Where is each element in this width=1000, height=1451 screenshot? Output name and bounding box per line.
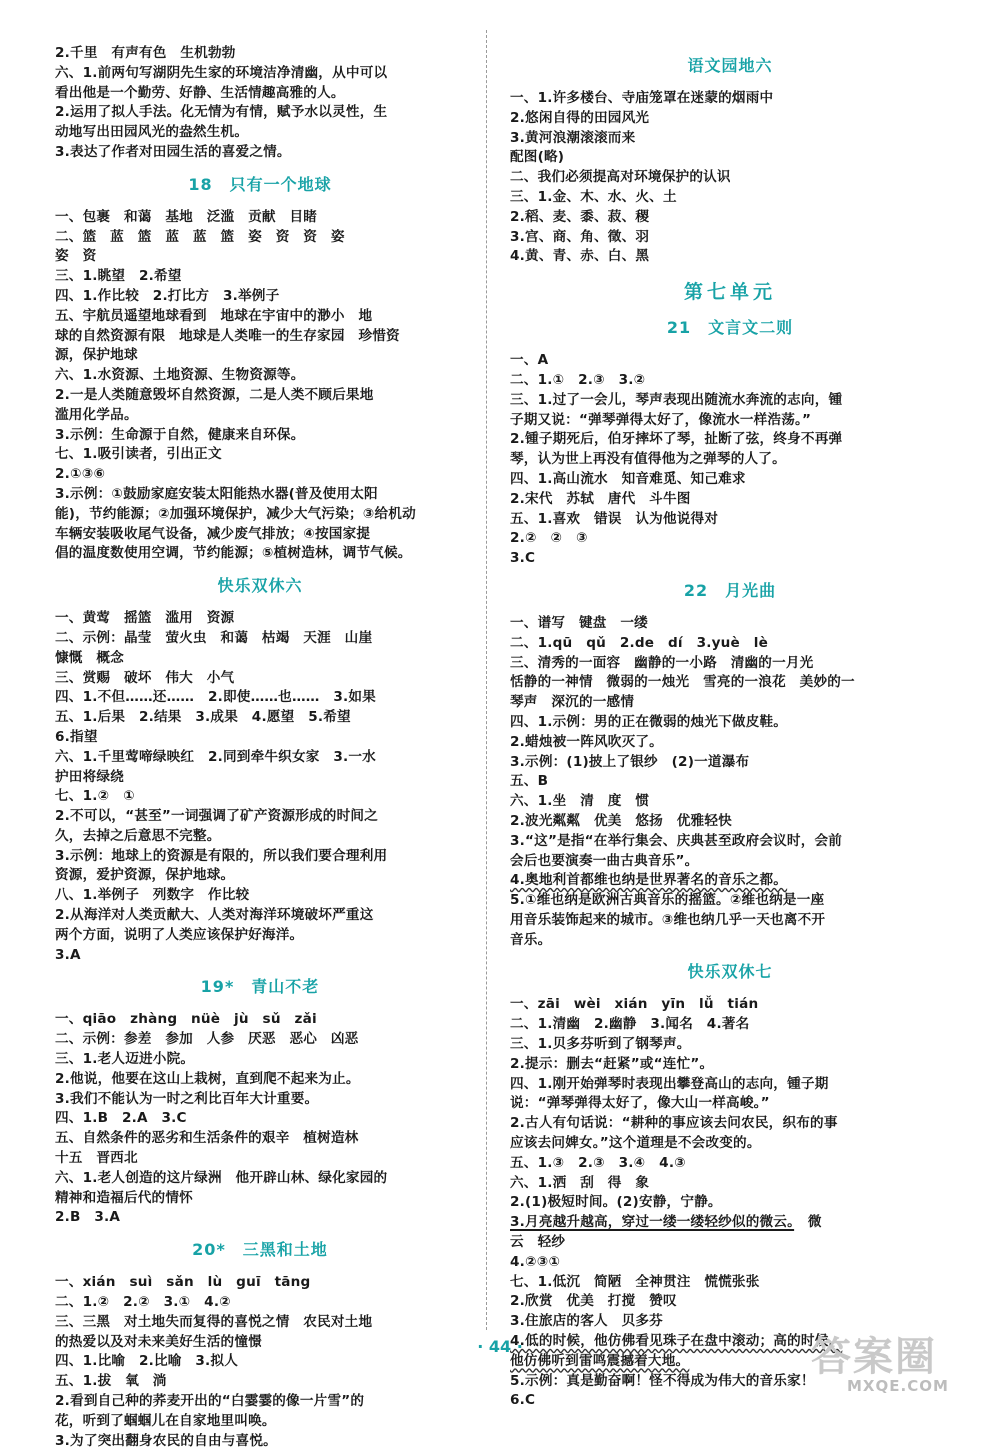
answer-line: 四、1.示例：男的正在微弱的烛光下做皮鞋。 [510,713,788,730]
column-divider [486,30,487,1330]
answer-line: 3.示例：地球上的资源是有限的，所以我们要合理利用 [55,847,388,864]
answer-line: 八、1.举例子 列数字 作比较 [55,887,250,904]
section-heading: 21 文言文二则 [666,318,794,338]
answer-line: 一、黄莺 摇篮 滥用 资源 [55,610,235,627]
answer-line: 五、1.拔 氧 淌 [55,1373,167,1390]
answer-line: 两个方面，说明了人类应该保护好海洋。 [55,926,304,943]
answer-line: 二、1.② 2.② 3.① 4.② [55,1294,231,1311]
answer-line: 2.看到自己种的荞麦开出的“白霎霎的像一片雪”的 [55,1393,365,1410]
answer-line: 3.示例：生命源于自然，健康来自环保。 [55,426,305,443]
answer-line: 2.悠闲自得的田园风光 [510,109,650,126]
answer-line: 3.“这”是指“在举行集会、庆典甚至政府会议时，会前 [510,832,843,849]
answer-line: 五、自然条件的恶劣和生活条件的艰辛 植树造林 [55,1130,359,1147]
answer-line: 三、三黑 对土地失而复得的喜悦之情 农民对土地 [55,1313,373,1330]
answer-line: 5.①维也纳是欧洲古典音乐的摇篮。②维也纳是一座 [510,892,825,909]
section-heading: 语文园地六 [687,56,773,75]
answer-line: 一、zāi wèi xián yīn lǚ tián [510,996,759,1013]
answer-line: 2.提示：删去“赶紧”或“连忙”。 [510,1055,714,1072]
answer-line: 琴声 深沉的一感情 [510,694,635,711]
answer-line: 五、B [510,773,549,790]
answer-line: 四、1.比喻 2.比喻 3.拟人 [55,1353,239,1370]
answer-line: 十五 晋西北 [55,1150,138,1167]
page-number: · 44 · [477,1337,523,1356]
answer-line: 四、1.不但……还…… 2.即使……也…… 3.如果 [55,689,376,706]
answer-line: 2.从海洋对人类贡献大、人类对海洋环境破坏严重这 [55,907,374,924]
underlined-answer-line: 他仿佛听到雷鸣震撼着大地。 [510,1352,690,1369]
answer-line: 配图(略) [510,149,565,166]
answer-line: 花，听到了蝈蝈儿在自家地里叫唤。 [55,1412,276,1429]
left-column [55,44,465,1451]
answer-line: 3.示例：(1)披上了银纱 (2)一道瀑布 [510,753,750,770]
answer-line: 五、1.喜欢 错误 认为他说得对 [510,510,719,527]
answer-line: 一、包裹 和蔼 基地 泛滥 贡献 目睹 [55,208,318,225]
watermark-mark: 答案圈 [811,1334,937,1380]
answer-line: 3.我们不能认为一时之利比百年大计重要。 [55,1090,319,1107]
answer-line: 三、赏赐 破坏 伟大 小气 [55,669,235,686]
answer-line: 三、1.贝多芬听到了钢琴声。 [510,1036,691,1053]
answer-line: 七、1.低沉 简陋 全神贯注 慌慌张张 [510,1273,760,1290]
underlined-answer-line: 4.奥地利首都维也纳是世界著名的音乐之都。 [510,872,788,889]
answer-line: 滥用化学品。 [55,406,138,423]
answer-line: 3.A [55,946,81,963]
answer-line: 三、1.金、木、水、火、土 [510,188,677,205]
answer-line: 6.C [510,1392,536,1409]
answer-line: 能)，节约能源；②加强环境保护，减少大气污染；③给机动 [55,505,416,522]
answer-line: 2.欣赏 优美 打搅 赞叹 [510,1293,677,1310]
underlined-answer: 3.月亮越升越高，穿过一缕一缕轻纱似的微云。 [510,1214,795,1231]
answer-line: 三、清秀的一面容 幽静的一小路 清幽的一月光 [510,654,814,671]
answer-line: 五、1.③ 2.③ 3.④ 4.③ [510,1154,686,1171]
answer-line: 一、A [510,352,549,369]
answer-line: 六、1.千里莺啼绿映红 2.同到牵牛织女家 3.一水 [55,748,376,765]
answer-line: 一、qiāo zhàng nüè jù sǔ zǎi [55,1011,317,1028]
answer-line: 2.不可以，“甚至”一词强调了矿产资源形成的时间之 [55,808,378,825]
answer-line: 2.运用了拟人手法。化无情为有情，赋予水以灵性，生 [55,104,388,121]
answer-text: 微 [794,1214,822,1231]
answer-line: 3.住旅店的客人 贝多芬 [510,1313,663,1330]
answer-line: 四、1.刚开始弹琴时表现出攀登高山的志向，锺子期 [510,1075,829,1092]
answer-line: 看出他是一个勤劳、好静、生活情趣高雅的人。 [55,84,345,101]
answer-line: 2.B 3.A [55,1209,121,1226]
answer-line: 六、1.洒 刮 得 象 [510,1174,650,1191]
answer-line: 5.示例：真是勤奋啊！怪不得成为伟大的音乐家！ [510,1372,815,1389]
answer-line: 姿 资 [55,248,97,265]
answer-line: 二、示例：参差 参加 人参 厌恶 恶心 凶恶 [55,1031,359,1048]
answer-line: 源，保护地球 [55,347,138,364]
section-heading: 20* 三黑和土地 [192,1240,328,1260]
answer-line: 3.表达了作者对田园生活的喜爱之情。 [55,143,291,160]
watermark-site: MXQE.COM [847,1377,949,1395]
answer-line: 车辆安装吸收尾气设备，减少废气排放；④按国家提 [55,525,371,542]
answer-line: 二、我们必须提高对环境保护的认识 [510,169,731,186]
answer-line: 4.②③① [510,1253,561,1270]
answer-line: 四、1.高山流水 知音难觅、知己难求 [510,470,746,487]
answer-line: 三、1.老人迈进小院。 [55,1051,195,1068]
answer-line: 六、1.水资源、土地资源、生物资源等。 [55,367,305,384]
answer-line: 用音乐装饰起来的城市。③维也纳几乎一天也离不开 [510,911,826,928]
answer-line: 一、谱写 键盘 一缕 [510,614,648,631]
answer-line: 3.黄河浪潮滚滚而来 [510,129,636,146]
answer-line: 四、1.作比较 2.打比方 3.举例子 [55,287,280,304]
answer-line: 3.示例：①鼓励家庭安装太阳能热水器(普及使用太阳 [55,485,378,502]
answer-line: 二、1.① 2.③ 3.② [510,371,646,388]
answer-line: 二、1.qū qǔ 2.de dí 3.yuè lè [510,634,769,651]
answer-line: 4.黄、青、赤、白、黑 [510,248,650,265]
section-heading: 快乐双休七 [687,962,773,982]
answer-line: 子期又说：“弹琴弹得太好了，像流水一样浩荡。” [510,411,812,428]
answer-line: 2.波光粼粼 优美 悠扬 优雅轻快 [510,812,732,829]
answer-line: 动地写出田园风光的盎然生机。 [55,124,249,141]
answer-line: 资源，爱护资源，保护地球。 [55,867,235,884]
answer-line: 四、1.B 2.A 3.C [55,1110,187,1127]
answer-line: 2.蜡烛被一阵风吹灭了。 [510,733,663,750]
answer-line: 精神和造福后代的情怀 [55,1189,193,1206]
answer-line: 2.千里 有声有色 生机勃勃 [55,45,236,61]
answer-line: 三、1.过了一会儿，琴声表现出随流水奔流的志向，锺 [510,391,843,408]
section-heading: 快乐双休六 [217,576,303,596]
answer-line: 6.指望 [55,728,98,745]
answer-line: 六、1.老人创造的这片绿洲 他开辟山林、绿化家园的 [55,1169,388,1186]
answer-line: 护田将绿绕 [55,768,124,785]
answer-line: 3.为了突出翻身农民的自由与喜悦。 [55,1432,277,1449]
answer-line: 慷慨 概念 [55,649,124,666]
answer-line: 三、1.眺望 2.希望 [55,268,182,285]
section-heading: 22 月光曲 [683,580,777,600]
answer-line [510,1213,950,1233]
answer-line: 七、1.吸引读者，引出正文 [55,446,222,463]
right-column [510,44,950,1411]
answer-line: 恬静的一神情 微弱的一烛光 雪亮的一浪花 美妙的一 [510,674,855,691]
answer-line: 一、xián suì sǎn lù guī tāng [55,1274,311,1291]
answer-line: 六、1.前两句写湖阴先生家的环境洁净清幽，从中可以 [55,64,388,81]
answer-line: 2.①③⑥ [55,466,106,483]
answer-line: 二、1.清幽 2.幽静 3.闻名 4.著名 [510,1016,750,1033]
answer-line: 久，去掉之后意思不完整。 [55,827,221,844]
section-heading: 18 只有一个地球 [188,174,332,194]
answer-line: 2.稻、麦、黍、菽、稷 [510,208,650,225]
answer-line: 六、1.坐 清 度 惯 [510,793,650,810]
answer-line: 球的自然资源有限 地球是人类唯一的生存家园 珍惜资 [55,327,400,344]
answer-line: 云 轻纱 [510,1234,566,1251]
answer-line: 2.古人有句话说：“耕种的事应该去问农民，织布的事 [510,1115,838,1132]
answer-line: 五、1.后果 2.结果 3.成果 4.愿望 5.希望 [55,709,351,726]
unit-heading: 第七单元 [683,281,776,304]
answer-line: 二、示例：晶莹 萤火虫 和蔼 枯竭 天涯 山崖 [55,629,373,646]
answer-line: 2.② ② ③ [510,530,588,547]
answer-line: 3.宫、商、角、徵、羽 [510,228,650,245]
answer-line: 琴，认为世上再没有值得他为之弹琴的人了。 [510,451,786,468]
answer-line: 3.C [510,550,536,567]
answer-line: 音乐。 [510,931,552,948]
underlined-answer-line: 4.低的时候，他仿佛看见珠子在盘中滚动；高的时候， [510,1333,843,1350]
answer-line: 五、宇航员遥望地球看到 地球在宇宙中的渺小 地 [55,307,373,324]
answer-line: 七、1.② ① [55,788,135,805]
answer-line: 二、篮 蓝 篮 蓝 蓝 篮 姿 资 资 姿 [55,228,345,245]
answer-line: 2.一是人类随意毁坏自然资源，二是人类不顾后果地 [55,386,374,403]
answer-line: 2.锺子期死后，伯牙摔坏了琴，扯断了弦，终身不再弹 [510,431,843,448]
answer-line: 一、1.许多楼台、寺庙笼罩在迷蒙的烟雨中 [510,90,774,106]
watermark-logo [811,1335,986,1395]
answer-line: 说：“弹琴弹得太好了，像大山一样高峻。” [510,1095,770,1112]
answer-line: 的热爱以及对未来美好生活的憧憬 [55,1333,262,1350]
answer-line: 会后也要演奏一曲古典音乐”。 [510,852,699,869]
answer-line: 倡的温度数使用空调，节约能源；⑤植树造林，调节气候。 [55,545,412,562]
answer-line: 应该去问婢女。”这个道理是不会改变的。 [510,1135,761,1152]
answer-line: 2.宋代 苏轼 唐代 斗牛图 [510,490,691,507]
answer-line: 2.他说，他要在这山上栽树，直到爬不起来为止。 [55,1070,360,1087]
section-heading: 19* 青山不老 [200,977,320,997]
answer-line: 2.(1)极短时间。(2)安静，宁静。 [510,1194,722,1211]
